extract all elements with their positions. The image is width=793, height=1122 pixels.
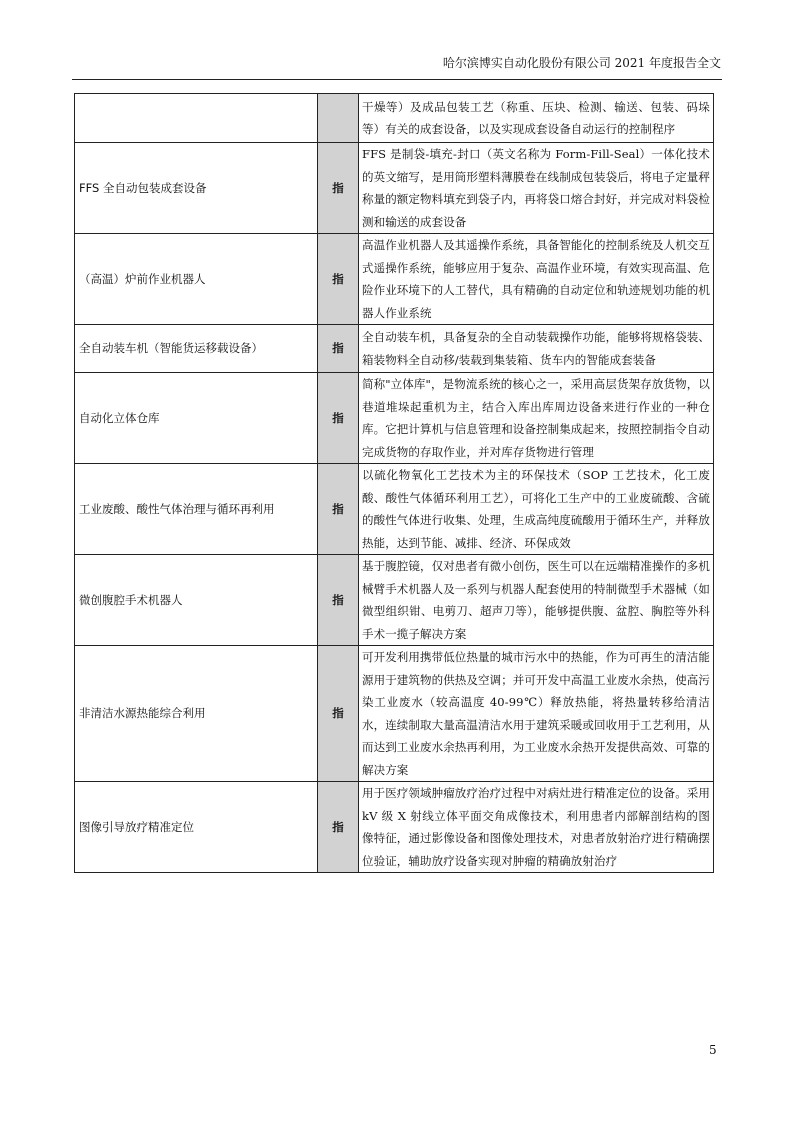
table-row (75, 94, 714, 143)
definition-cell: 基于腹腔镜，仅对患者有微小创伤，医生可以在远端精准操作的多机械臂手术机器人及一系列与机器人配套使用的特制微型手术器械（如微型组织钳、电剪刀、超声刀等），能够提供腹、盆腔、胸腔等外科手术一揽子解决方案 (359, 555, 714, 646)
indicator-cell: 指 (318, 325, 359, 373)
definition-cell: 以硫化物氧化工艺技术为主的环保技术（SOP 工艺技术，化工废酸、酸性气体循环利用工艺），可将化工生产中的工业废硫酸、含硫的酸性气体进行收集、处理，生成高纯度硫酸用于循环生产，并释放热能，达到节能、减排、经济、环保成效 (359, 464, 714, 555)
header-divider (72, 79, 722, 80)
table-row (75, 234, 714, 325)
indicator-cell: 指 (318, 373, 359, 464)
definition-cell: 用于医疗领域肿瘤放疗治疗过程中对病灶进行精准定位的设备。采用 kV 级 X 射线立体平面交角成像技术，利用患者内部解剖结构的图像特征，通过影像设备和图像处理技术，对患者放射治疗进行精确摆位验证，辅助放疗设备实现对肿瘤的精确放射治疗 (359, 782, 714, 873)
term-cell: 图像引导放疗精准定位 (75, 782, 318, 873)
definition-cell: 简称"立体库"，是物流系统的核心之一，采用高层货架存放货物，以巷道堆垛起重机为主，结合入库出库周边设备来进行作业的一种仓库。它把计算机与信息管理和设备控制集成起来，按照控制指令自动完成货物的存取作业，并对库存货物进行管理 (359, 373, 714, 464)
table-row (75, 143, 714, 234)
term-cell: （高温）炉前作业机器人 (75, 234, 318, 325)
term-cell: 微创腹腔手术机器人 (75, 555, 318, 646)
definition-cell: 高温作业机器人及其遥操作系统，具备智能化的控制系统及人机交互式遥操作系统，能够应用于复杂、高温作业环境，有效实现高温、危险作业环境下的人工替代，具有精确的自动定位和轨迹规划功能的机器人作业系统 (359, 234, 714, 325)
table-row (75, 555, 714, 646)
table-row (75, 325, 714, 373)
term-cell: 工业废酸、酸性气体治理与循环再利用 (75, 464, 318, 555)
indicator-cell: 指 (318, 782, 359, 873)
page-number: 5 (709, 1043, 717, 1057)
indicator-cell: 指 (318, 646, 359, 782)
term-cell: FFS 全自动包装成套设备 (75, 143, 318, 234)
glossary-table (74, 93, 714, 873)
table-row (75, 464, 714, 555)
indicator-cell: 指 (318, 234, 359, 325)
report-header-title: 哈尔滨博实自动化股份有限公司 2021 年度报告全文 (442, 56, 721, 70)
indicator-cell: 指 (318, 143, 359, 234)
term-cell: 自动化立体仓库 (75, 373, 318, 464)
term-cell (75, 94, 318, 143)
definition-cell: FFS 是制袋-填充-封口（英文名称为 Form-Fill-Seal）一体化技术的英文缩写，是用筒形塑料薄膜卷在线制成包装袋后，将电子定量秤称量的额定物料填充到袋子内，再将袋口熔合封好，并完成对料袋检测和输送的成套设备 (359, 143, 714, 234)
table-row (75, 373, 714, 464)
indicator-cell: 指 (318, 464, 359, 555)
definition-cell: 可开发利用携带低位热量的城市污水中的热能，作为可再生的清洁能源用于建筑物的供热及空调；并可开发中高温工业废水余热，使高污染工业废水（较高温度 40-99℃）释放热能，将热量转移给清洁水，连续制取大量高温清洁水用于建筑采暖或回收用于工艺利用，从而达到工业废水余热再利用，为工业废水余热开发提供高效、可靠的解决方案 (359, 646, 714, 782)
indicator-cell (318, 94, 359, 143)
term-cell: 全自动装车机（智能货运移载设备） (75, 325, 318, 373)
indicator-cell: 指 (318, 555, 359, 646)
term-cell: 非清洁水源热能综合利用 (75, 646, 318, 782)
table-row (75, 782, 714, 873)
definition-cell: 干燥等）及成品包装工艺（称重、压块、检测、输送、包装、码垛等）有关的成套设备，以及实现成套设备自动运行的控制程序 (359, 94, 714, 143)
table-row (75, 646, 714, 782)
definition-cell: 全自动装车机，具备复杂的全自动装载操作功能，能够将规格袋装、箱装物料全自动移/装载到集装箱、货车内的智能成套装备 (359, 325, 714, 373)
